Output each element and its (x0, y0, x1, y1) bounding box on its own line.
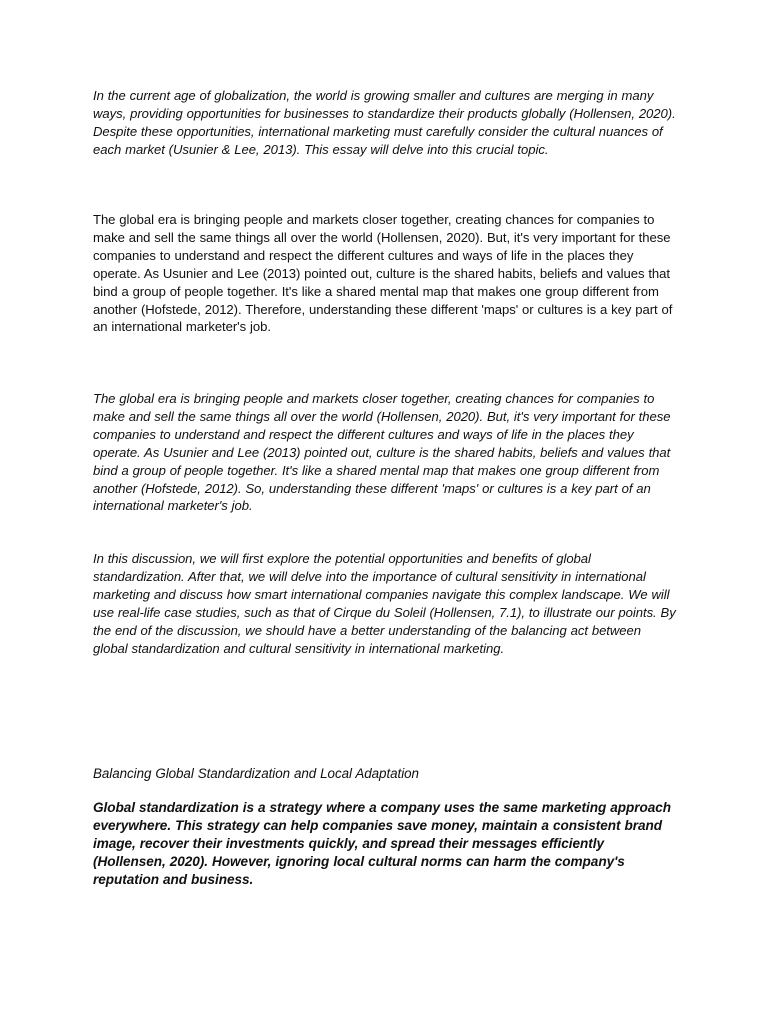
section-paragraph: Global standardization is a strategy where a company uses the same marketing approach everywhere. This strategy can help companies save money, maintain a consistent brand image, recover their investments quickly, and spread their messages efficiently (Hollensen, 2020). However, ignoring local cultural norms can harm the company's reputation and business. (93, 800, 672, 887)
body-paragraph-global-era-italic: The global era is bringing people and markets closer together, creating chances for companies to make and sell the same things all over the world (Hollensen, 2020). But, it's very important for these companies to understand and respect the different cultures and ways of life in the places they operate. As Usunier and Lee (2013) pointed out, culture is the shared habits, beliefs and values that bind a group of people together. It's like a shared mental map that makes one group different from another (Hofstede, 2012). So, understanding these different 'maps' or cultures is a key part of an international marketer's job. (93, 391, 671, 514)
discussion-outline-paragraph: In this discussion, we will first explore the potential opportunities and benefits of global standardization. After that, we will delve into the importance of cultural sensitivity in international marketing and discuss how smart international companies navigate this complex landscape. We will use real-life case studies, such as that of Cirque du Soleil (Hollensen, 7.1), to illustrate our points. By the end of the discussion, we should have a better understanding of the balancing act between global standardization and cultural sensitivity in international marketing. (93, 551, 676, 656)
section-heading: Balancing Global Standardization and Local Adaptation (93, 766, 419, 781)
intro-paragraph: In the current age of globalization, the world is growing smaller and cultures are merging in many ways, providing opportunities for businesses to standardize their products globally (Hollensen, 2020). Despite these opportunities, international marketing must carefully consider the cultural nuances of each market (Usunier & Lee, 2013). This essay will delve into this crucial topic. (93, 88, 676, 157)
body-paragraph-global-era: The global era is bringing people and markets closer together, creating chances for companies to make and sell the same things all over the world (Hollensen, 2020). But, it's very important for these companies to understand and respect the different cultures and ways of life in the places they operate. As Usunier and Lee (2013) pointed out, culture is the shared habits, beliefs and values that bind a group of people together. It's like a shared mental map that makes one group different from another (Hofstede, 2012). Therefore, understanding these different 'maps' or cultures is a key part of an international marketer's job. (93, 212, 673, 335)
